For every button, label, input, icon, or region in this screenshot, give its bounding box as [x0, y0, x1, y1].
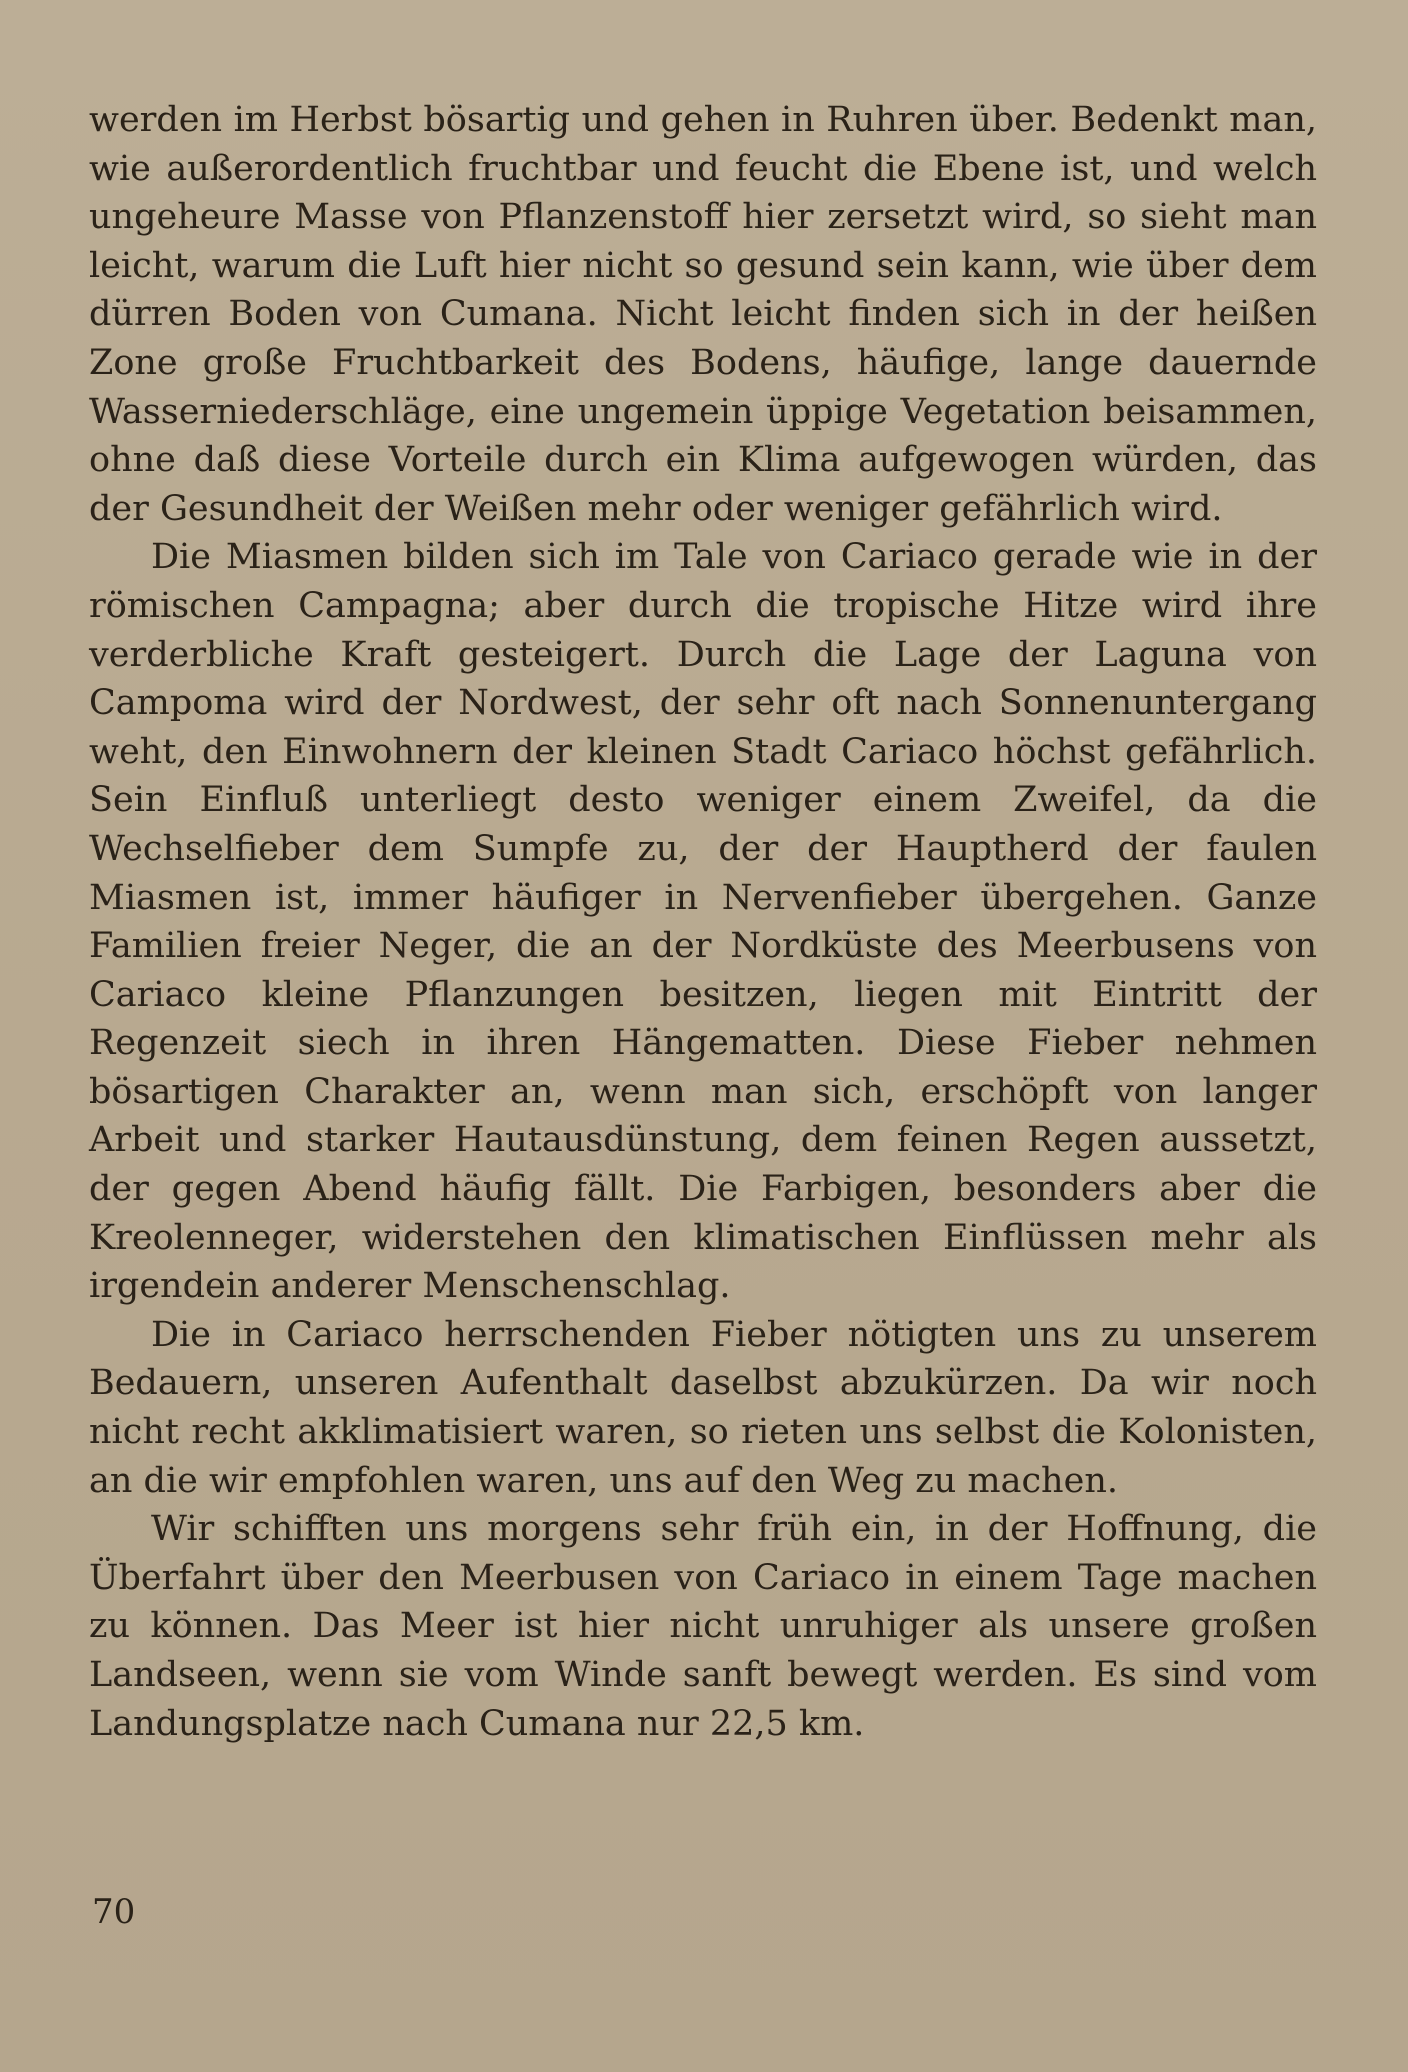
paragraph-2: Die Miasmen bilden sich im Tale von Cariaco gerade wie in der römischen Campagna; aber durch die tropische Hitze wird ihre verderbliche Kraft gesteigert. Durch die Lage der Laguna von Campoma wird der Nordwest, der sehr oft nach Sonnenuntergang weht, den Einwohnern der kleinen Stadt Cariaco höchst gefährlich. Sein Einfluß unterliegt desto weniger einem Zweifel, da die Wechselfieber dem Sumpfe zu, der der Hauptherd der faulen Miasmen ist, immer häufiger in Nervenfieber übergehen. Ganze Familien freier Neger, die an der Nordküste des Meerbusens von Cariaco kleine Pflanzungen besitzen, liegen mit Eintritt der Regenzeit siech in ihren Hängematten. Diese Fieber nehmen bösartigen Charakter an, wenn man sich, erschöpft von langer Arbeit und starker Hautausdünstung, dem feinen Regen aussetzt, der gegen Abend häufig fällt. Die Farbigen, besonders aber die Kreolenneger, widerstehen den klimatischen Einflüssen mehr als irgendein anderer Menschenschlag. — [89, 537, 1317, 1307]
body-text — [89, 96, 1317, 1748]
paragraph-1: werden im Herbst bösartig und gehen in Ruhren über. Bedenkt man, wie außerordentlich fruchtbar und feucht die Ebene ist, und welch ungeheure Masse von Pflanzenstoff hier zersetzt wird, so sieht man leicht, warum die Luft hier nicht so gesund sein kann, wie über dem dürren Boden von Cumana. Nicht leicht finden sich in der heißen Zone große Fruchtbarkeit des Bodens, häufige, lange dauernde Wasserniederschläge, eine ungemein üppige Vegetation beisammen, ohne daß diese Vorteile durch ein Klima aufgewogen würden, das der Gesundheit der Weißen mehr oder weniger gefährlich wird. — [89, 100, 1317, 529]
paragraph-3: Die in Cariaco herrschenden Fieber nötigten uns zu unserem Bedauern, unseren Aufenthalt daselbst abzukürzen. Da wir noch nicht recht akklimatisiert waren, so rieten uns selbst die Kolonisten, an die wir empfohlen waren, uns auf den Weg zu machen. — [89, 1314, 1317, 1501]
paragraph-4: Wir schifften uns morgens sehr früh ein, in der Hoffnung, die Überfahrt über den Meerbusen von Cariaco in einem Tage machen zu können. Das Meer ist hier nicht unruhiger als unsere großen Landseen, wenn sie vom Winde sanft bewegt werden. Es sind vom Landungsplatze nach Cumana nur 22,5 km. — [89, 1509, 1317, 1744]
page-number: 70 — [92, 1892, 136, 1932]
